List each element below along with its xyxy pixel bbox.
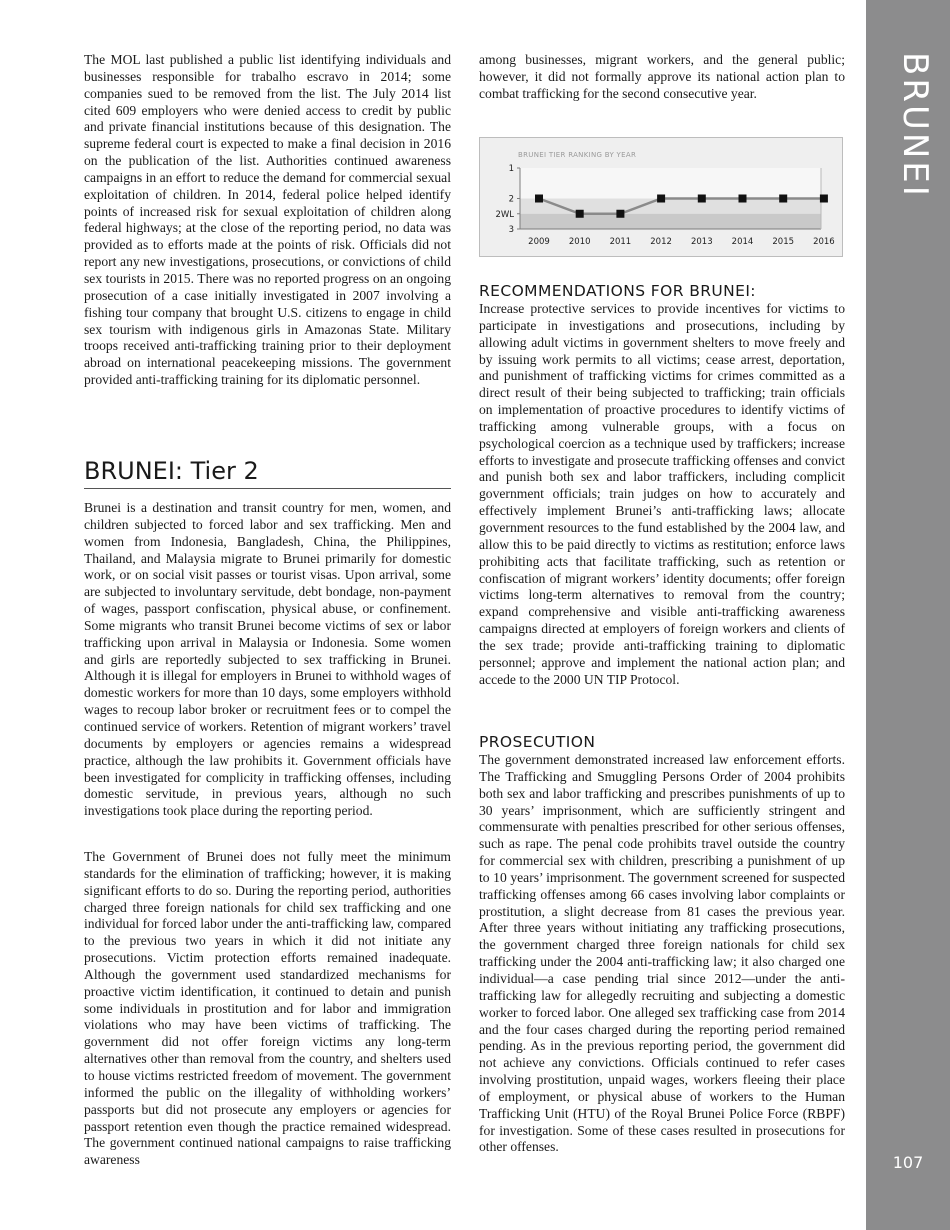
prosecution-paragraph: The government demonstrated increased law enforcement efforts. The Trafficking and Smuggling Persons Order of 2004 prohibits both sex and labor trafficking and prescribes punishments of up to 30 years’ imprisonment, which are sufficiently stringent and commensurate with penalties prescribed for other serious offenses, such as rape. The penal code prohibits travel outside the country for commercial sex with children, prescribing a punishment of up to 10 years’ imprisonment. The government screened for suspected trafficking offenses among 66 cases involving labor complaints or prostitution, a slight decrease from 81 cases the previous year. After three years without initiating any trafficking prosecutions, the government charged three foreign nationals for child sex trafficking under the 2004 anti-trafficking law; it also charged one individual—a case pending trial since 2012—under the anti-trafficking law for allegedly recruiting and subjecting a domestic worker to forced labor. One alleged sex trafficking case from 2014 and the four cases charged during the reporting period remained pending. As in the previous reporting period, the government did not achieve any convictions. Officials continued to refer cases involving prostitution, unpaid wages, workers fleeing their place of employment, or physical abuse of workers to the Human Trafficking Unit (HTU) of the Royal Brunei Police Force (RBPF) for investigation. Some of these cases resulted in prosecutions for other offenses. (479, 752, 845, 1155)
chart-data-point (616, 210, 624, 218)
chart-data-point (535, 195, 543, 203)
chart-x-tick-label: 2010 (568, 237, 591, 247)
prosecution-heading: PROSECUTION (479, 733, 596, 751)
chart-y-tick-label: 2WL (495, 209, 514, 220)
chart-data-point (739, 195, 747, 203)
chart-y-tick-label: 3 (508, 225, 514, 235)
recommendations-paragraph: Increase protective services to provide incentives for victims to participate in investigations and prosecutions, including by allowing adult victims in government shelters to move freely and by issuing work permits to all victims; cease arrest, deportation, and punishment of trafficking victims for crimes committed as a direct result of their being subjected to trafficking; train officials on implementation of proactive procedures to identify victims of trafficking among vulnerable groups, with a focus on psychological coercion as a technique used by traffickers; increase efforts to investigate and prosecute trafficking offenses and convict and punish both sex and labor traffickers, including complicit government officials; train judges on how to accurately and effectively implement Brunei’s anti-trafficking laws; allocate government resources to the fund established by the 2004 law, and allow this to be paid directly to victims as restitution; enforce laws prohibiting acts that facilitate trafficking, such as retention or confiscation of migrant workers’ identity documents; offer foreign victims long-term alternatives to removal from the country; expand comprehensive and visible anti-trafficking awareness campaigns directed at employers of foreign workers and clients of the sex trade; provide anti-trafficking training to diplomatic personnel; approve and implement the national action plan; and accede to the 2000 UN TIP Protocol. (479, 301, 845, 687)
section-title: BRUNEI: Tier 2 (84, 457, 451, 489)
chart-x-tick-label: 2014 (731, 237, 754, 247)
chart-data-point (779, 195, 787, 203)
sidebar-country-title: BRUNEI (895, 52, 935, 199)
chart-tier2wl-band (520, 214, 821, 229)
chart-x-tick-label: 2009 (528, 237, 550, 247)
chart-y-tick-label: 2 (508, 194, 514, 205)
chart-x-tick-label: 2016 (813, 237, 835, 247)
chart-data-point (576, 210, 584, 218)
chart-data-point (657, 195, 665, 203)
brunei-paragraph-1: Brunei is a destination and transit country for men, women, and children subjected to forced labor and sex trafficking. Men and women from Indonesia, Bangladesh, China, the Philippines, Thailand, and Malaysia migrate to Brunei primarily for domestic work, or on social visit passes or tourist visas. Upon arrival, some are subjected to involuntary servitude, debt bondage, non-payment of wages, passport confiscation, physical abuse, or confinement. Some migrants who transit Brunei become victims of sex or labor trafficking upon arrival in Malaysia or Indonesia. Some women and girls are reportedly subjected to sex trafficking in Brunei. Although it is illegal for employers in Brunei to withhold wages of domestic workers for more than 10 days, some employers withhold wages to recoup labor broker or recruitment fees or to compel the continued service of workers. Retention of migrant workers’ travel documents by employers or agencies remains a widespread practice, although the law prohibits it. Government officials have been investigated for complicity in trafficking offenses, including domestic servitude, in previous years, although no such investigations took place during the reporting period. (84, 500, 451, 819)
right-intro-paragraph: among businesses, migrant workers, and the general public; however, it did not formally approve its national action plan to combat trafficking for the second consecutive year. (479, 52, 845, 101)
chart-data-point (820, 195, 828, 203)
brunei-paragraph-2: The Government of Brunei does not fully meet the minimum standards for the elimination of trafficking; however, it is making significant efforts to do so. During the reporting period, authorities charged three foreign nationals for child sex trafficking and one individual for forced labor under the anti-trafficking law, compared to the previous two years in which it did not initiate any prosecutions. Victim protection efforts remained inadequate. Although the government used standardized mechanisms for proactive victim identification, it continued to detain and punish some individuals in prostitution and for labor and immigration violations who may have been victims of trafficking. The government did not offer foreign victims any long-term alternatives other than removal from the country, and shelters used to house victims restricted freedom of movement. The government informed the public on the illegality of withholding workers’ passports but did not prosecute any employers or agencies for passport retention even though the practice remained widespread. The government continued national campaigns to raise trafficking awareness (84, 849, 451, 1168)
page-number: 107 (892, 1153, 924, 1172)
chart-x-tick-label: 2011 (609, 237, 632, 247)
chart-x-tick-label: 2012 (650, 237, 672, 247)
left-intro-paragraph: The MOL last published a public list identifying individuals and businesses responsible for trabalho escravo in 2014; some companies sued to be removed from the list. The July 2014 list cited 609 employers who were denied access to credit by public and private financial institutions because of this designation. The supreme federal court is expected to make a final decision in 2016 on the publication of the list. Authorities continued awareness campaigns in an effort to reduce the demand for commercial sexual exploitation of children. In 2014, federal police helped identify points of increased risk for sexual exploitation of children along federal highways; at the close of the reporting period, no data was provided as to efforts made at the points of risk. Officials did not report any new investigations, prosecutions, or convictions of child sex tourists in 2015. There was no reported progress on an ongoing prosecution of a case initially investigated in 2007 involving a fishing tour company that brought U.S. citizens to engage in child sex tourism with indigenous girls in Amazonas State. Military troops received anti-trafficking training prior to their deployment abroad on international peacekeeping missions. The government provided anti-trafficking training for its diplomatic personnel. (84, 52, 451, 388)
tier-ranking-chart-svg (480, 138, 844, 258)
chart-x-tick-label: 2015 (772, 237, 795, 247)
chart-y-tick-label: 1 (508, 164, 514, 174)
tier-ranking-chart (479, 137, 843, 257)
chart-tier2-band (520, 199, 821, 214)
chart-x-tick-label: 2013 (690, 237, 713, 247)
chart-title: BRUNEI TIER RANKING BY YEAR (518, 151, 637, 159)
recommendations-heading: RECOMMENDATIONS FOR BRUNEI: (479, 282, 756, 300)
chart-data-point (698, 195, 706, 203)
